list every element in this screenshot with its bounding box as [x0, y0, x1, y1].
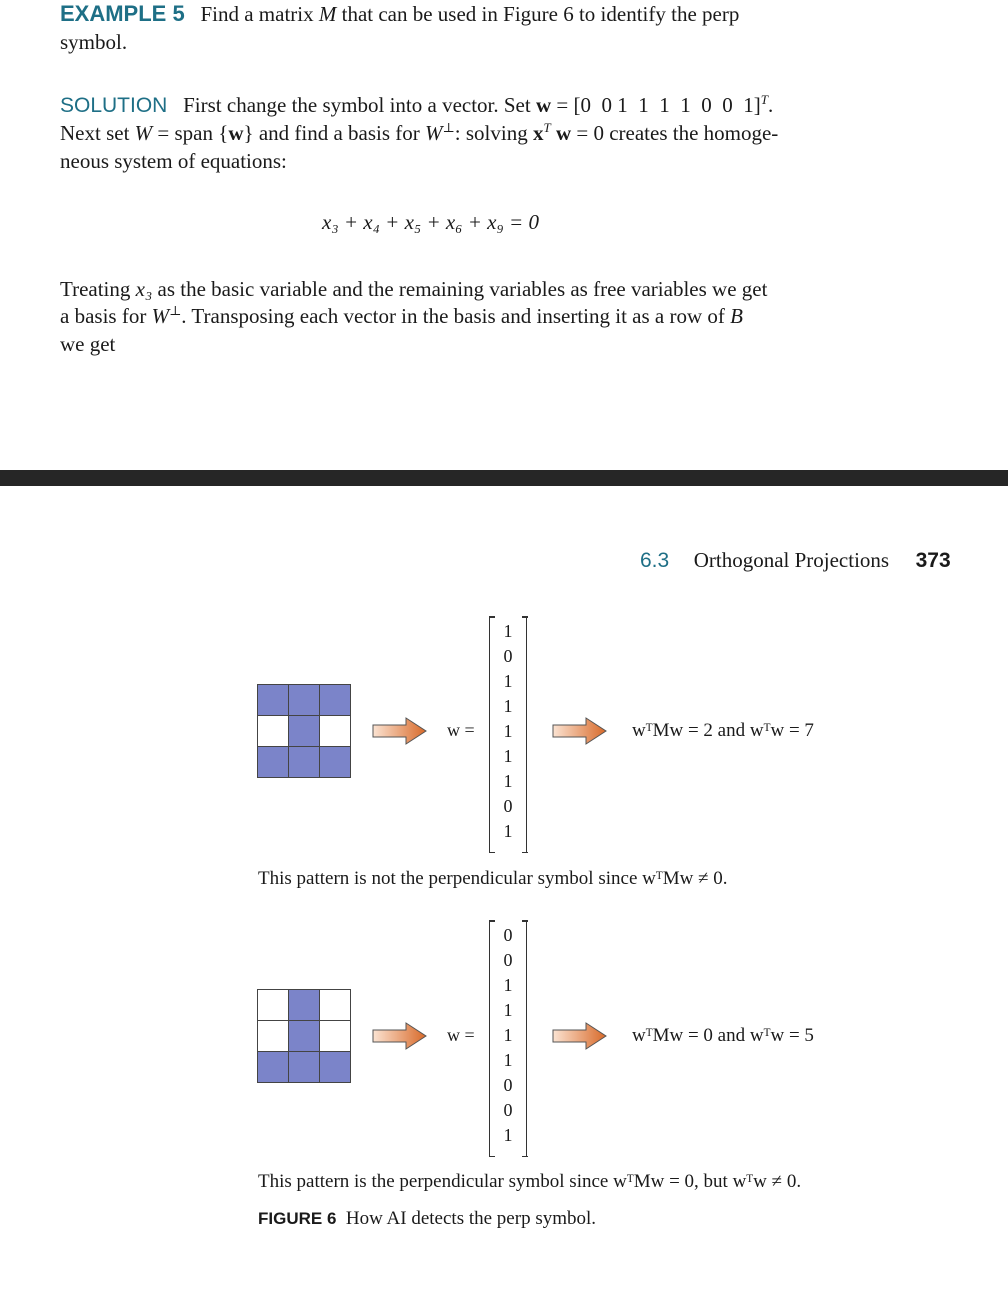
arrow-icon: [372, 716, 428, 746]
example-line2: symbol.: [60, 30, 128, 54]
arrow-icon: [552, 716, 608, 746]
solution-line2: Next set W = span {w} and find a basis for W⊥: solving $x^T$ w = 0 creates the homoge-: [60, 120, 779, 145]
result-2: wᵀMw = 0 and wᵀw = 5: [632, 1025, 814, 1046]
treating-line3: we get: [60, 332, 116, 356]
bracket-tick: [489, 920, 495, 922]
pattern-cell: [258, 1021, 289, 1052]
pattern-grid-1: [257, 684, 351, 778]
pattern-cell: [289, 716, 320, 747]
solution-line1: SOLUTION First change the symbol into a vector. Set w = [0 0 1 1 1 1 0 0 1]$^T$.: [60, 92, 774, 117]
caption-1: This pattern is not the perpendicular symbol since wᵀMw ≠ 0.: [258, 868, 728, 889]
pattern-cell: [289, 990, 320, 1021]
pattern-cell: [289, 747, 320, 778]
vector-w-1: [489, 617, 527, 852]
pattern-cell: [258, 747, 289, 778]
bracket-tick: [522, 920, 528, 922]
pattern-cell: [289, 1021, 320, 1052]
vector-entry: 1: [503, 821, 513, 841]
vector-entry: 1: [503, 975, 513, 995]
pattern-cell: [320, 1052, 351, 1083]
homogeneous-equation: x₃ + x₄ + x₅ + x₆ + x₉ = 0: [322, 210, 539, 234]
pattern-cell: [258, 1052, 289, 1083]
pattern-cell: [289, 685, 320, 716]
vector-entry: 1: [503, 1125, 513, 1145]
vector-entry: 0: [503, 1100, 513, 1120]
pattern-cell: [320, 685, 351, 716]
arrow-icon: [372, 1021, 428, 1051]
solution-label: SOLUTION: [60, 94, 168, 117]
section-number: 6.3: [640, 549, 670, 572]
w-label-2: w =: [447, 1025, 475, 1045]
vector-entry: 1: [503, 671, 513, 691]
example-label: EXAMPLE 5: [60, 1, 185, 26]
caption-2: This pattern is the perpendicular symbol since wᵀMw = 0, but wᵀw ≠ 0.: [258, 1171, 802, 1192]
figure-label: FIGURE 6: [258, 1209, 337, 1228]
w-label-1: w =: [447, 720, 475, 740]
vector-entry: 1: [503, 771, 513, 791]
bracket-tick: [489, 852, 495, 854]
pattern-cell: [320, 990, 351, 1021]
vector-entry: 1: [503, 621, 513, 641]
treating-line1: Treating x₃ as the basic variable and the remaining variables as free variables we get: [60, 277, 768, 301]
page-divider: [0, 470, 1008, 486]
vector-entry: 0: [503, 1075, 513, 1095]
pattern-cell: [320, 747, 351, 778]
running-head: [640, 548, 951, 573]
vector-entry: 0: [503, 796, 513, 816]
vector-entry: 1: [503, 721, 513, 741]
example-heading: EXAMPLE 5 Find a matrix M that can be used in Figure 6 to identify the perp: [60, 1, 740, 26]
vector-entry: 0: [503, 646, 513, 666]
pattern-cell: [258, 990, 289, 1021]
vector-w-2: [489, 921, 527, 1156]
vector-entry: 1: [503, 1025, 513, 1045]
bracket-tick: [489, 1156, 495, 1158]
pattern-cell: [258, 685, 289, 716]
bracket-tick: [522, 1156, 528, 1158]
vector-entry: 1: [503, 1000, 513, 1020]
page-number: 373: [915, 549, 951, 572]
bracket-tick: [489, 616, 495, 618]
vector-entry: 0: [503, 925, 513, 945]
vector-entry: 1: [503, 696, 513, 716]
section-title: Orthogonal Projections: [693, 548, 890, 572]
vector-entry: 0: [503, 950, 513, 970]
pattern-grid-2: [257, 989, 351, 1083]
pattern-cell: [289, 1052, 320, 1083]
vector-entry: 1: [503, 1050, 513, 1070]
solution-line3: neous system of equations:: [60, 149, 287, 173]
bracket-tick: [522, 852, 528, 854]
figure-caption: FIGURE 6 How AI detects the perp symbol.: [258, 1208, 597, 1229]
vector-entry: 1: [503, 746, 513, 766]
pattern-cell: [320, 1021, 351, 1052]
pattern-cell: [320, 716, 351, 747]
arrow-icon: [552, 1021, 608, 1051]
pattern-cell: [258, 716, 289, 747]
result-1: wᵀMw = 2 and wᵀw = 7: [632, 720, 814, 741]
bracket-tick: [522, 616, 528, 618]
treating-line2: a basis for W⊥. Transposing each vector in the basis and inserting it as a row of B: [60, 303, 743, 328]
